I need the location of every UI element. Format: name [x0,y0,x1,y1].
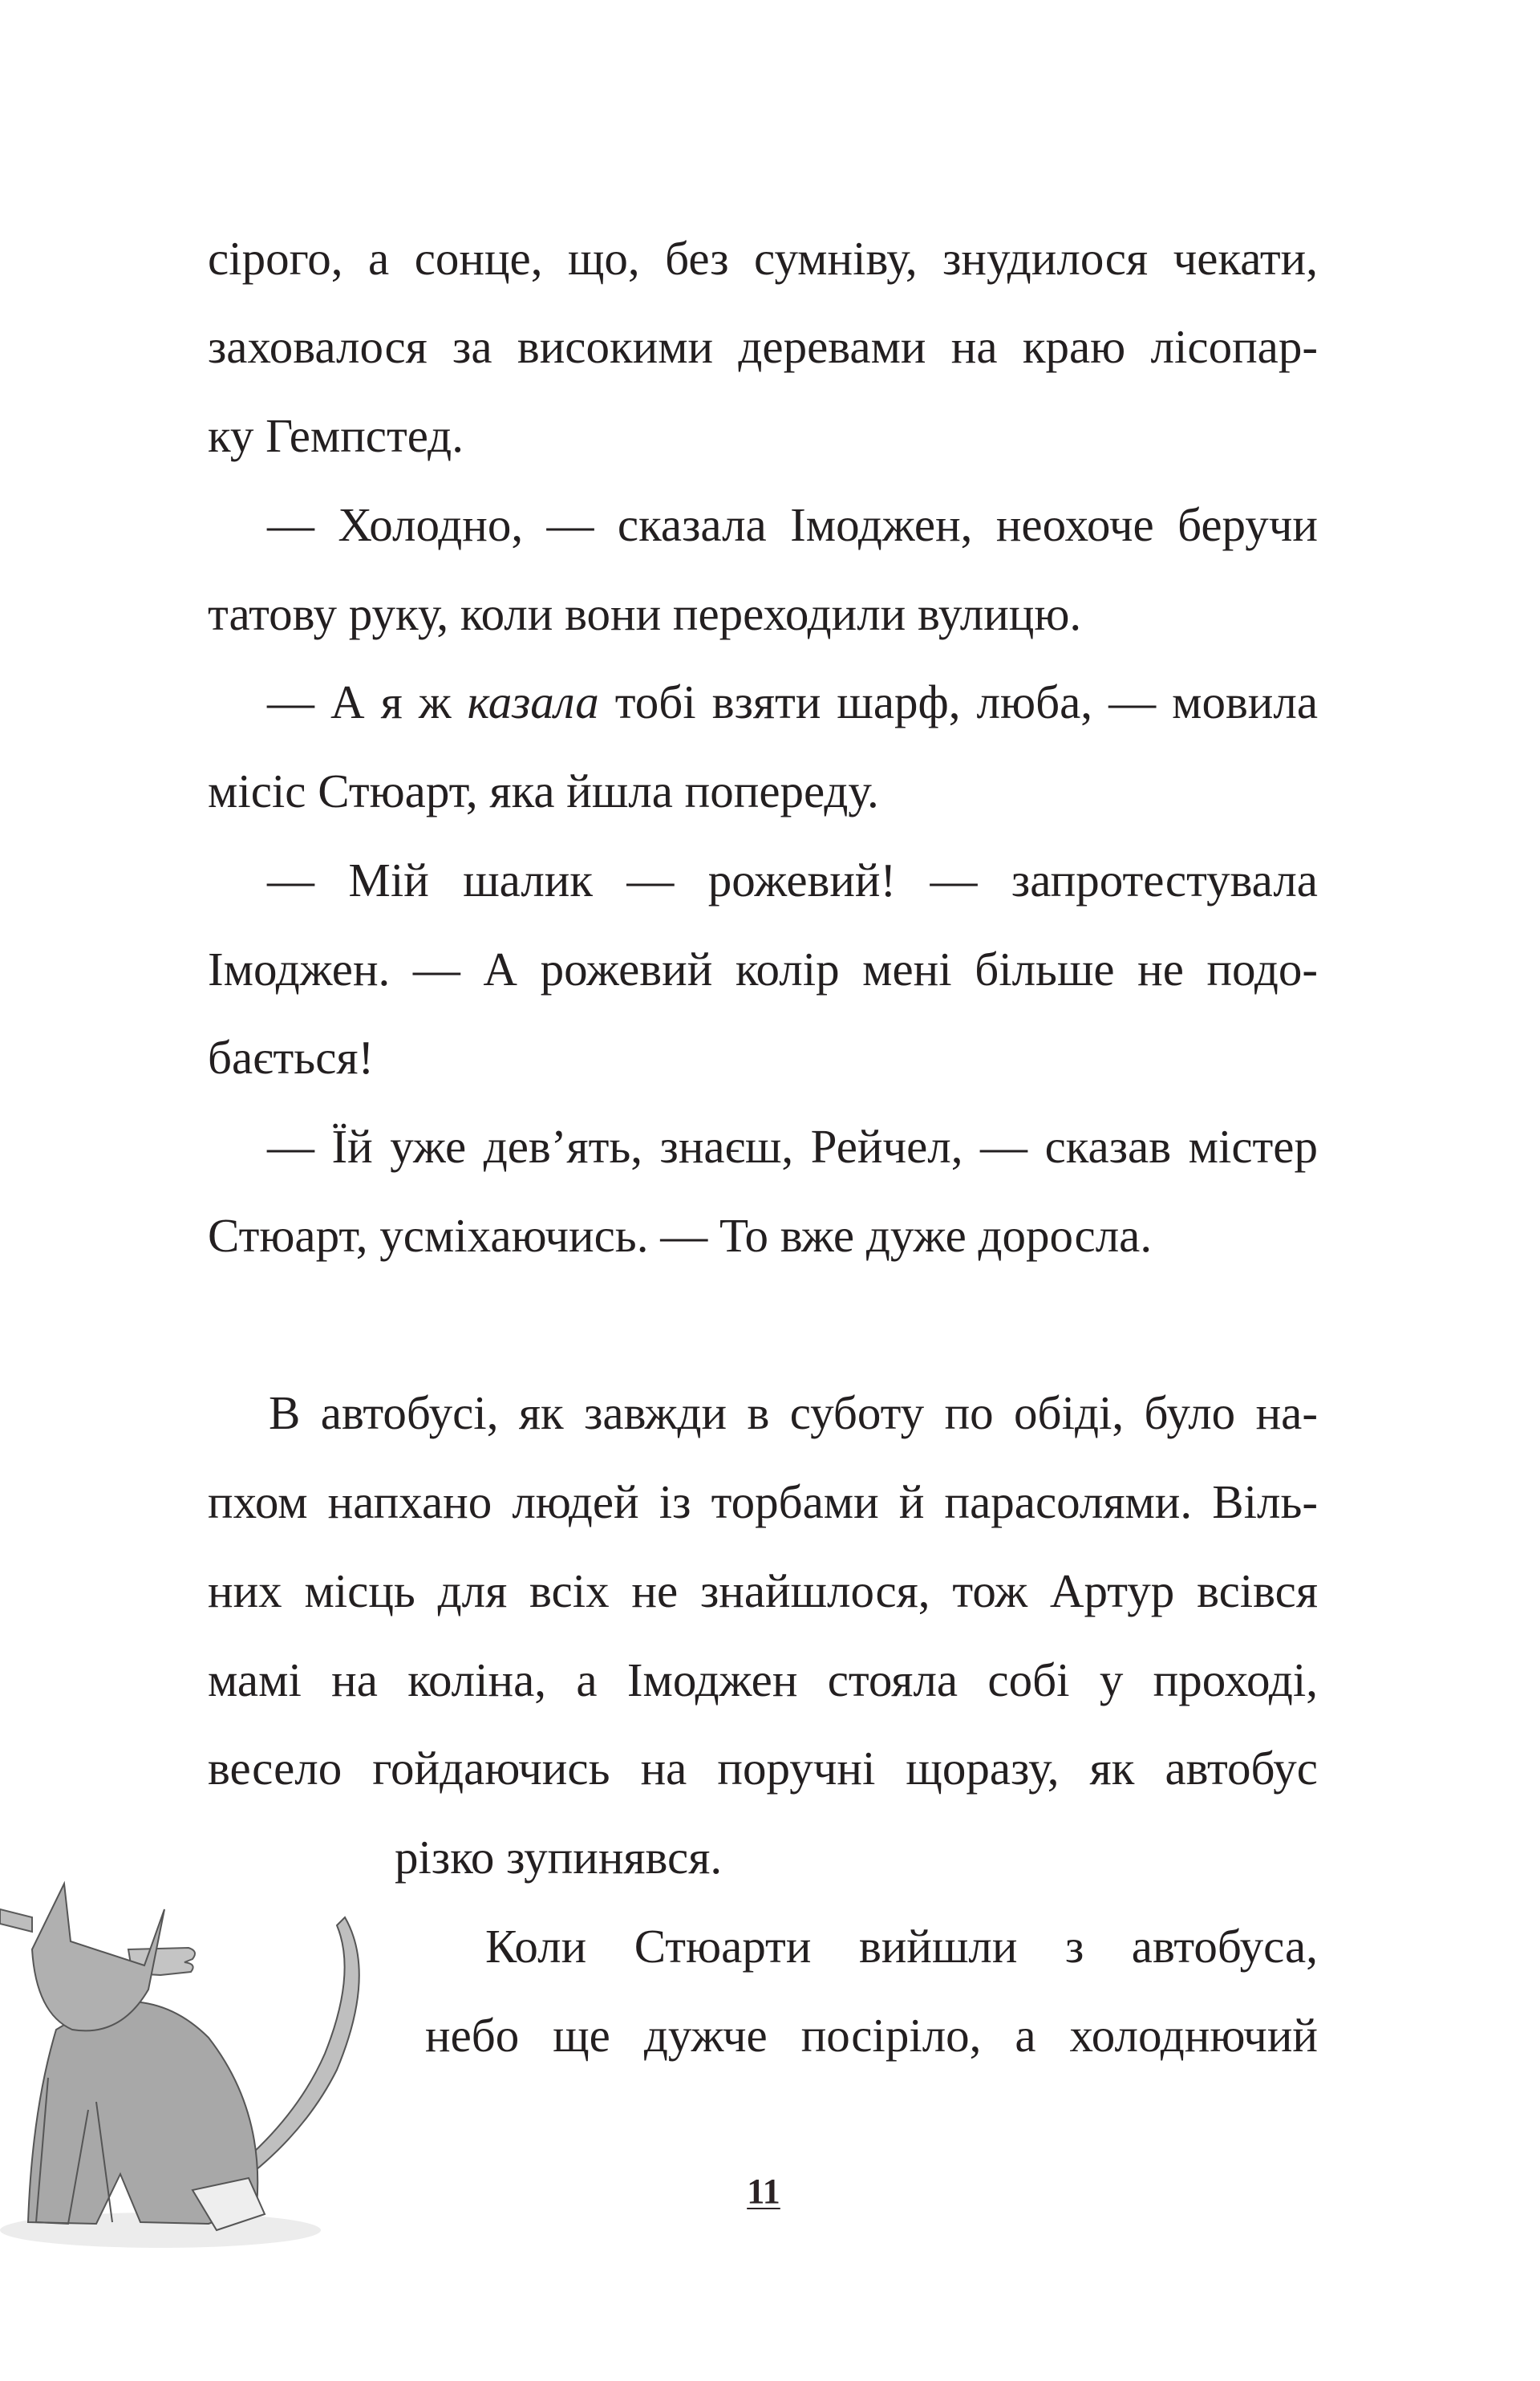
page-number: 11 [747,2172,780,2211]
text-line: небо ще дужче посіріло, а холоднючий [425,2009,1318,2062]
text-segment: тобі взяти шарф, люба, — мовила [598,675,1319,728]
text-line: Стюарт, усміхаючись. — То вже дуже доросла. [208,1209,1153,1262]
text-line: татову руку, коли вони переходили вулицю. [208,587,1082,640]
text-line: ку Гемпстед. [208,409,464,462]
text-line: місіс Стюарт, яка йшла попереду. [208,765,879,817]
dialogue-line: — Холодно, — сказала Імоджен, неохоче беручи [267,498,1318,551]
cat-with-stick-illustration [0,1869,385,2254]
text-segment: — А я ж [267,675,468,728]
text-line: мамі на коліна, а Імоджен стояла собі у проході, [208,1653,1318,1706]
cat-icon [0,1869,385,2254]
text-line: різко зупинявся. [395,1831,723,1884]
text-line: них місць для всіх не знайшлося, тож Артур всівся [208,1564,1318,1617]
text-line: Імоджен. — А рожевий колір мені більше не подо- [208,943,1318,996]
dialogue-line: — Мій шалик — рожевий! — запротестувала [267,854,1318,907]
text-line: сірого, а сонце, що, без сумніву, знудилося чекати, [208,232,1318,285]
text-line: бається! [208,1031,375,1084]
dialogue-line [267,658,1318,746]
dialogue-line: — Їй уже дев’ять, знаєш, Рейчел, — сказав містер [267,1120,1318,1173]
paragraph-start-line: Коли Стюарти вийшли з автобуса, [485,1920,1318,1973]
text-line: весело гойдаючись на поручні щоразу, як автобус [208,1742,1318,1795]
paragraph-start-line: В автобусі, як завжди в суботу по обіді, було на- [269,1386,1318,1439]
text-line: заховалося за високими деревами на краю лісопар- [208,320,1318,373]
text-line: пхом напхано людей із торбами й парасолями. Віль- [208,1475,1318,1528]
italic-emphasis: казала [467,675,599,728]
